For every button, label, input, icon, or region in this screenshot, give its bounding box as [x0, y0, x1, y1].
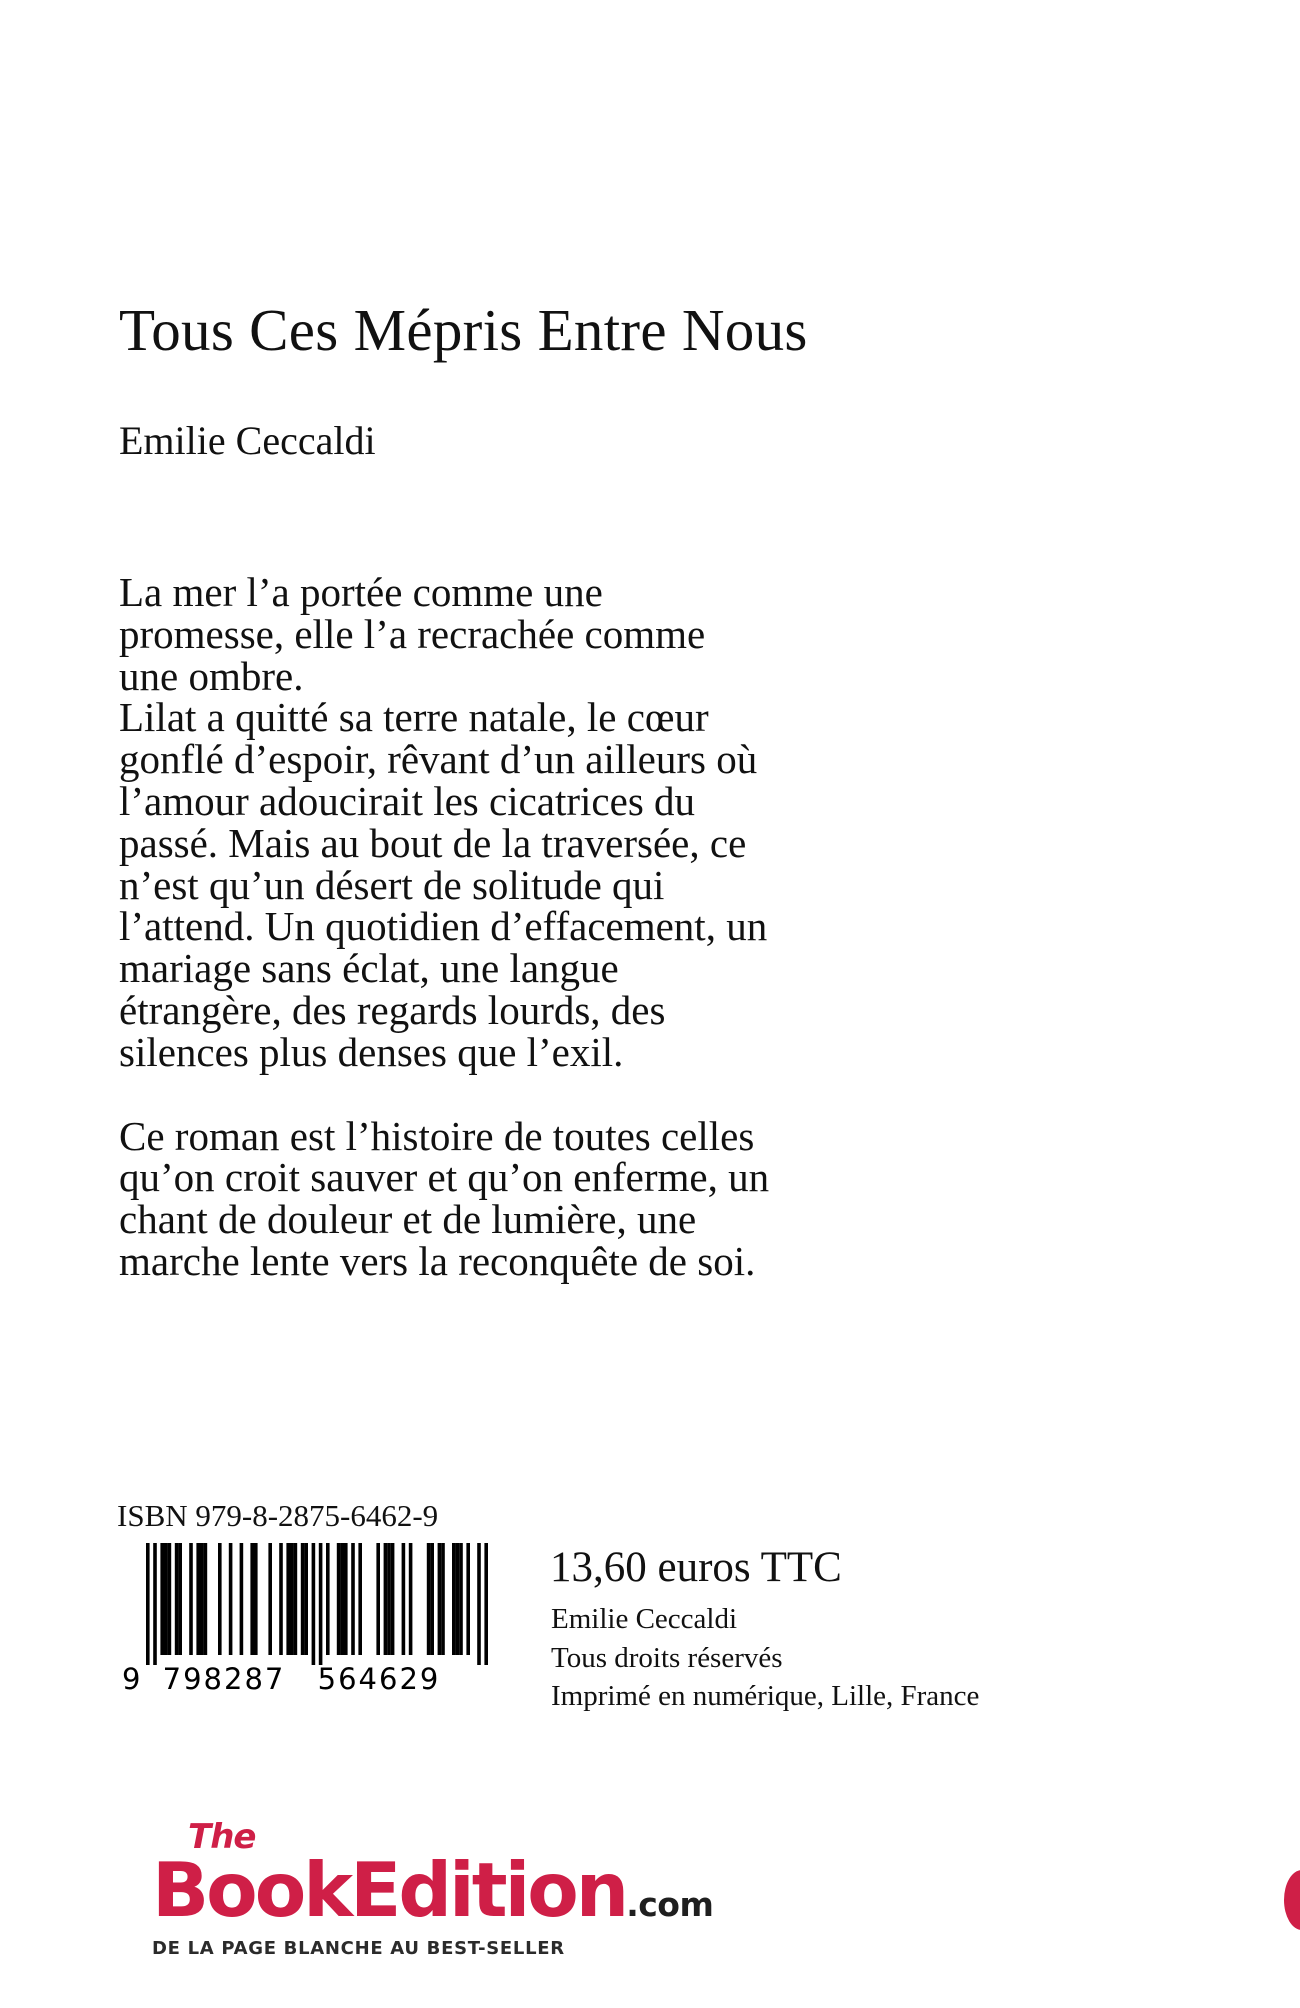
barcode-bar [358, 1543, 362, 1655]
info-rights: Tous droits réservés [551, 1641, 783, 1674]
barcode-bar [351, 1543, 355, 1655]
barcode-bar [430, 1543, 434, 1655]
barcode-bar [164, 1543, 168, 1655]
barcode-bar [402, 1543, 406, 1655]
barcode-bar [391, 1543, 395, 1655]
logo-brand-text: BookEdition [152, 1846, 627, 1934]
blurb-paragraph [119, 569, 1119, 1075]
barcode-bar [160, 1543, 164, 1655]
isbn-label: ISBN 979-8-2875-6462-9 [117, 1498, 439, 1533]
barcode-bar [240, 1543, 244, 1655]
author-name: Emilie Ceccaldi [119, 418, 376, 463]
blurb-line: qu’on croit sauver et qu’on enferme, un [119, 1154, 770, 1201]
logo-dotcom-text: .com [626, 1885, 714, 1924]
barcode-digits-left: 798287 [162, 1662, 286, 1695]
barcode-bar [178, 1543, 182, 1655]
barcode-bar [466, 1543, 470, 1655]
barcode-bar [279, 1543, 283, 1655]
blurb-line: Ce roman est l’histoire de toutes celles [119, 1112, 755, 1159]
barcode-bar [427, 1543, 431, 1655]
isbn-barcode [120, 1543, 490, 1695]
info-author: Emilie Ceccaldi [551, 1603, 738, 1635]
barcode-bar [484, 1543, 488, 1665]
blurb-line: l’amour adoucirait les cicatrices du [119, 777, 696, 824]
blurb-line: chant de douleur et de lumière, une [119, 1196, 697, 1243]
blurb-line: gonflé d’espoir, rêvant d’un ailleurs où [119, 736, 758, 783]
barcode-bar [304, 1543, 308, 1655]
barcode-bar [409, 1543, 413, 1655]
blurb-line: l’attend. Un quotidien d’effacement, un [119, 903, 768, 950]
barcode-bar [340, 1543, 344, 1655]
barcode-bar [376, 1543, 380, 1655]
blurb-line: Lilat a quitté sa terre natale, le cœur [119, 694, 709, 741]
barcode-bar [384, 1543, 388, 1655]
barcode-bar [204, 1543, 208, 1655]
barcode-bar [189, 1543, 193, 1655]
barcode-bar [337, 1543, 341, 1655]
blurb-line: mariage sans éclat, une langue [119, 945, 619, 992]
edge-decoration [1284, 1870, 1300, 1930]
barcode-digits-right: 564629 [317, 1662, 441, 1695]
barcode-bar [146, 1543, 150, 1665]
blurb-line: La mer l’a portée comme une [119, 569, 603, 615]
barcode-bar [456, 1543, 460, 1655]
barcode-bar [168, 1543, 172, 1655]
barcode-bar [175, 1543, 179, 1655]
barcode-bar [301, 1543, 305, 1655]
barcode-bar [459, 1543, 463, 1655]
publication-info [551, 1600, 979, 1716]
blurb-line: étrangère, des regards lourds, des [119, 986, 666, 1033]
barcode-bar [326, 1543, 330, 1655]
barcode-bar [312, 1543, 316, 1665]
blurb-line: n’est qu’un désert de solitude qui [119, 861, 665, 908]
logo-the-text: The [188, 1817, 256, 1857]
barcode-bar [153, 1543, 157, 1665]
barcode-bar [344, 1543, 348, 1655]
barcode-digit-first: 9 [122, 1662, 141, 1695]
blurb-line: une ombre. [119, 652, 304, 699]
barcode-bar [196, 1543, 200, 1655]
info-printing: Imprimé en numérique, Lille, France [551, 1680, 980, 1712]
barcode-bar [250, 1543, 254, 1655]
barcode-bar [319, 1543, 323, 1665]
blurb-line: marche lente vers la reconquête de soi. [119, 1237, 756, 1284]
blurb-line: passé. Mais au bout de la traversée, ce [119, 819, 747, 866]
book-title: Tous Ces Mépris Entre Nous [119, 297, 808, 363]
blurb-paragraph [119, 1112, 1119, 1284]
price: 13,60 euros TTC [550, 1544, 842, 1591]
barcode-bar [200, 1543, 204, 1655]
barcode-bar [387, 1543, 391, 1655]
barcode-bar [286, 1543, 290, 1655]
barcode-bar [452, 1543, 456, 1655]
barcode-bar [254, 1543, 258, 1655]
barcode-bar [477, 1543, 481, 1665]
barcode-bar [441, 1543, 445, 1655]
back-cover-blurb [119, 569, 1119, 1284]
barcode-bar [294, 1543, 298, 1655]
blurb-line: promesse, elle l’a recrachée comme [119, 610, 706, 657]
barcode-bar [229, 1543, 233, 1655]
barcode-bar [218, 1543, 222, 1655]
blurb-line: silences plus denses que l’exil. [119, 1028, 624, 1075]
logo-tagline: DE LA PAGE BLANCHE AU BEST-SELLER [152, 1938, 565, 1959]
barcode-bar [290, 1543, 294, 1655]
barcode-bar [268, 1543, 272, 1655]
barcode-bar [438, 1543, 442, 1655]
